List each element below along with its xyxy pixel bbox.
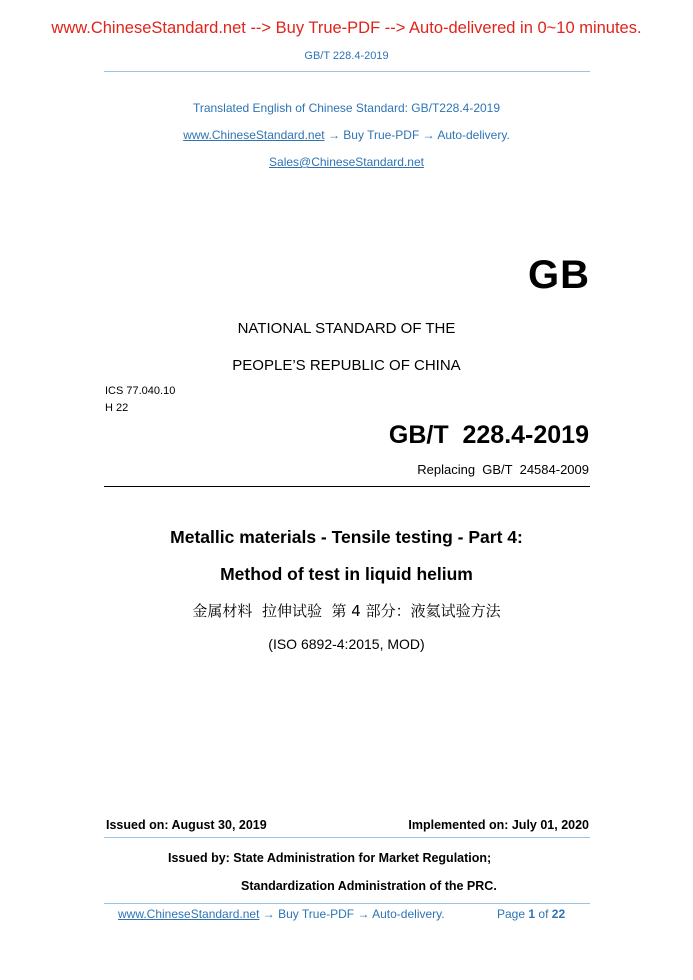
title-chinese: 金属材料 拉伸试验 第 4 部分：液氦试验方法 <box>192 602 501 620</box>
footer-site-suffix: → Buy True-PDF → Auto-delivery. <box>262 907 445 921</box>
page-label: Page <box>497 907 526 921</box>
page-of: of <box>538 907 549 921</box>
main-divider <box>104 486 590 487</box>
site-link-line <box>0 128 693 142</box>
ics-code: ICS 77.040.10 <box>105 385 176 397</box>
national-standard-line2: PEOPLE’S REPUBLIC OF CHINA <box>232 357 461 374</box>
replacing-note: Replacing GB/T 24584-2009 <box>417 462 589 477</box>
implemented-on-date: Implemented on: July 01, 2020 <box>408 818 589 832</box>
national-standard-line1: NATIONAL STANDARD OF THE <box>237 320 456 337</box>
standard-number: GB/T 228.4-2019 <box>388 421 589 449</box>
classification-code: H 22 <box>105 402 129 414</box>
issued-on-date: Issued on: August 30, 2019 <box>106 818 267 832</box>
footer-divider <box>104 903 590 904</box>
page-total: 22 <box>551 907 566 921</box>
page-current: 1 <box>528 907 536 921</box>
sales-email-link[interactable]: Sales@ChineseStandard.net <box>269 155 424 169</box>
issued-by-line2: Standardization Administration of the PRC. <box>241 879 497 893</box>
iso-reference: (ISO 6892-4:2015, MOD) <box>268 636 425 652</box>
footer-link-line <box>118 907 445 921</box>
sales-email-line <box>0 155 693 169</box>
header-divider <box>104 71 590 72</box>
translation-notice: Translated English of Chinese Standard: GB/T228.4-2019 <box>192 101 501 115</box>
gb-logo: GB <box>528 253 590 297</box>
title-english-line1: Metallic materials - Tensile testing - Part 4: <box>170 527 523 547</box>
site-link-suffix: → Buy True-PDF → Auto-delivery. <box>327 128 510 142</box>
page-indicator <box>497 907 565 921</box>
header-standard-code: GB/T 228.4-2019 <box>304 50 389 62</box>
top-banner[interactable]: www.ChineseStandard.net --> Buy True-PDF --> Auto-delivered in 0~10 minutes. <box>51 19 642 37</box>
site-link[interactable]: www.ChineseStandard.net <box>183 128 325 142</box>
title-english-line2: Method of test in liquid helium <box>220 564 473 584</box>
dates-divider <box>104 837 590 838</box>
issued-by-line1: Issued by: State Administration for Market Regulation; <box>168 851 492 865</box>
footer-site-link[interactable]: www.ChineseStandard.net <box>118 907 260 921</box>
